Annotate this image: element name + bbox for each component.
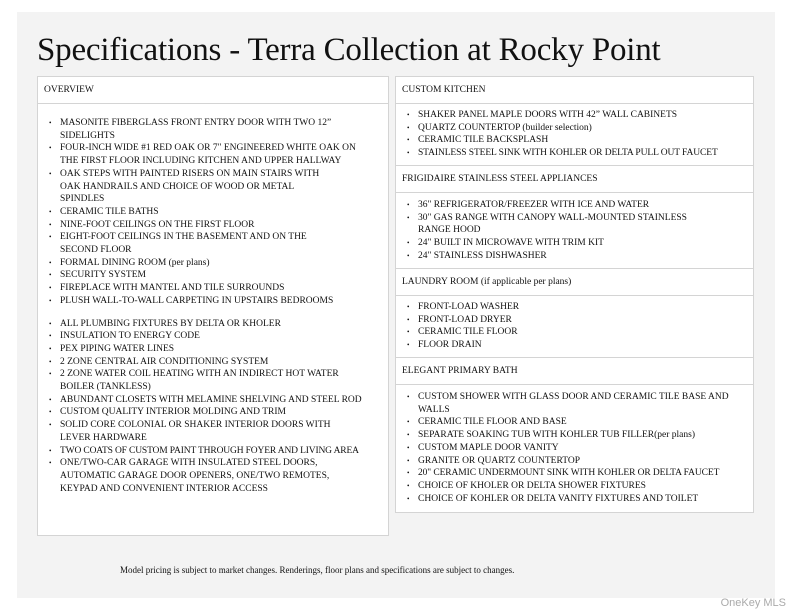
list-item: • STAINLESS STEEL SINK WITH KOHLER OR DELTA PULL OUT FAUCET (396, 147, 753, 160)
list-item: • QUARTZ COUNTERTOP (builder selection) (396, 122, 753, 135)
list-item: • ABUNDANT CLOSETS WITH MELAMINE SHELVING AND STEEL ROD (38, 394, 365, 407)
overview-divider (38, 103, 388, 495)
list-item: • SOLID CORE COLONIAL OR SHAKER INTERIOR DOORS WITH LEVER HARDWARE (38, 419, 355, 444)
list-item: • MASONITE FIBERGLASS FRONT ENTRY DOOR WITH TWO 12” SIDELIGHTS (38, 117, 335, 142)
list-item: • EIGHT-FOOT CEILINGS IN THE BASEMENT AND ON THE SECOND FLOOR (38, 231, 330, 256)
watermark-text: OneKey MLS (720, 597, 786, 609)
list-item: • 24" STAINLESS DISHWASHER (396, 250, 753, 263)
bath-heading: ELEGANT PRIMARY BATH (396, 357, 753, 384)
appliances-heading: FRIGIDAIRE STAINLESS STEEL APPLIANCES (396, 165, 753, 192)
list-item: • FOUR-INCH WIDE #1 RED OAK OR 7" ENGINEERED WHITE OAK ON THE FIRST FLOOR INCLUDING KITCHEN AND UPPER HALLWAY (38, 142, 358, 167)
list-item: • FLOOR DRAIN (396, 339, 753, 352)
bath-section (396, 384, 753, 505)
list-item: • ALL PLUMBING FIXTURES BY DELTA OR KHOLER (38, 318, 358, 331)
kitchen-heading: CUSTOM KITCHEN (402, 85, 486, 95)
list-item: • SHAKER PANEL MAPLE DOORS WITH 42” WALL CABINETS (396, 109, 753, 122)
list-item: • CERAMIC TILE FLOOR AND BASE (396, 416, 753, 429)
list-item: • CUSTOM MAPLE DOOR VANITY (396, 442, 753, 455)
list-item: • CERAMIC TILE BACKSPLASH (396, 134, 753, 147)
list-item: • CHOICE OF KHOLER OR DELTA SHOWER FIXTURES (396, 480, 753, 493)
list-item: • PLUSH WALL-TO-WALL CARPETING IN UPSTAIRS BEDROOMS (38, 295, 358, 308)
laundry-heading: LAUNDRY ROOM (if applicable per plans) (396, 268, 753, 295)
list-item: • CUSTOM SHOWER WITH GLASS DOOR AND CERAMIC TILE BASE AND WALLS (396, 391, 738, 416)
list-item: • SEPARATE SOAKING TUB WITH KOHLER TUB FILLER(per plans) (396, 429, 753, 442)
list-item: • PEX PIPING WATER LINES (38, 343, 358, 356)
list-item: • CHOICE OF KOHLER OR DELTA VANITY FIXTURES AND TOILET (396, 493, 753, 506)
list-item: • 24" BUILT IN MICROWAVE WITH TRIM KIT (396, 237, 753, 250)
list-item: • CERAMIC TILE BATHS (38, 206, 358, 219)
list-item: • TWO COATS OF CUSTOM PAINT THROUGH FOYER AND LIVING AREA (38, 445, 400, 458)
list-item: • NINE-FOOT CEILINGS ON THE FIRST FLOOR (38, 219, 358, 232)
list-item: • 36" REFRIGERATOR/FREEZER WITH ICE AND WATER (396, 199, 753, 212)
disclaimer-text: Model pricing is subject to market changes. Renderings, floor plans and specifications are subject to changes. (120, 565, 515, 575)
list-item: • FRONT-LOAD WASHER (396, 301, 753, 314)
list-item: • GRANITE OR QUARTZ COUNTERTOP (396, 455, 753, 468)
list-item: • 2 ZONE CENTRAL AIR CONDITIONING SYSTEM (38, 356, 358, 369)
list-item: • CUSTOM QUALITY INTERIOR MOLDING AND TRIM (38, 406, 358, 419)
overview-list (38, 117, 362, 495)
list-item: • SECURITY SYSTEM (38, 269, 358, 282)
appliances-list (396, 199, 753, 263)
laundry-list (396, 301, 753, 352)
list-item: • INSULATION TO ENERGY CODE (38, 330, 358, 343)
list-item: • FORMAL DINING ROOM (per plans) (38, 257, 358, 270)
list-item: • FIREPLACE WITH MANTEL AND TILE SURROUNDS (38, 282, 358, 295)
bath-list (396, 391, 753, 505)
overview-panel (37, 76, 389, 536)
list-item: • OAK STEPS WITH PAINTED RISERS ON MAIN STAIRS WITH OAK HANDRAILS AND CHOICE OF WOOD OR METAL SPINDLES (38, 168, 325, 206)
features-panel (395, 76, 754, 513)
list-item: • FRONT-LOAD DRYER (396, 314, 753, 327)
page-title: Specifications - Terra Collection at Rocky Point (37, 32, 661, 68)
list-item: • ONE/TWO-CAR GARAGE WITH INSULATED STEEL DOORS, AUTOMATIC GARAGE DOOR OPENERS, ONE/TWO REMOTES, KEYPAD AND CONVENIENT INTERIOR ACCESS (38, 457, 360, 495)
list-item: • CERAMIC TILE FLOOR (396, 326, 753, 339)
kitchen-section (396, 103, 753, 165)
list-item: • 2 ZONE WATER COIL HEATING WITH AN INDIRECT HOT WATER BOILER (TANKLESS) (38, 368, 340, 393)
kitchen-list (396, 109, 753, 160)
list-item: • 30" GAS RANGE WITH CANOPY WALL-MOUNTED STAINLESS RANGE HOOD (396, 212, 718, 237)
laundry-section (396, 295, 753, 357)
overview-heading: OVERVIEW (44, 85, 94, 95)
list-item: • 20" CERAMIC UNDERMOUNT SINK WITH KOHLER OR DELTA FAUCET (396, 467, 753, 480)
appliances-section (396, 192, 753, 268)
